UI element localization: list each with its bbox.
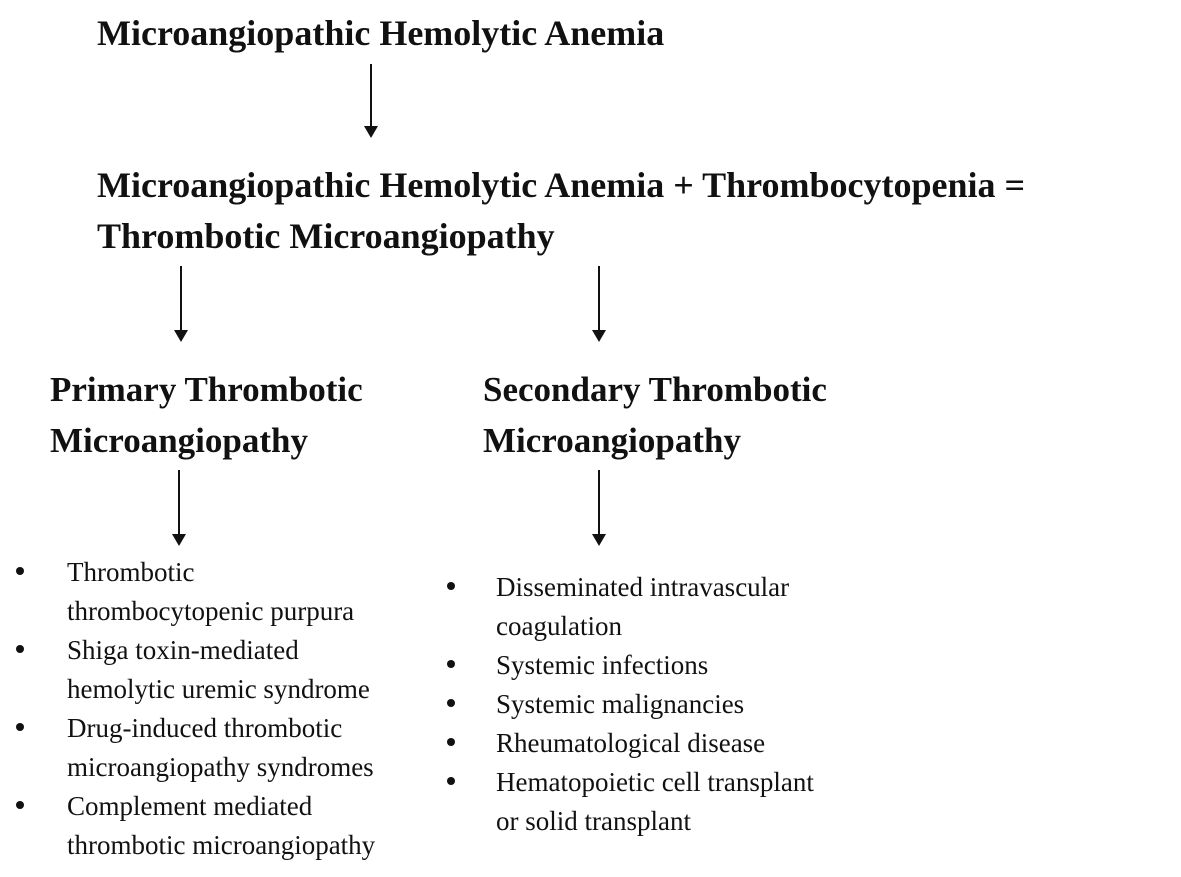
- secondary-cause-item: [496, 724, 814, 763]
- arrow-down-icon: [174, 266, 188, 342]
- secondary-cause-item-text: coagulation: [496, 611, 622, 641]
- bullet-icon: [447, 738, 455, 746]
- secondary-cause-item-text: Rheumatological disease: [496, 728, 766, 758]
- primary-cause-item-text: thrombocytopenic purpura: [67, 596, 355, 626]
- primary-tma-heading-line-1: Primary Thrombotic: [50, 370, 363, 409]
- primary-tma-heading-line-2: Microangiopathy: [50, 421, 308, 460]
- bullet-icon: [16, 723, 24, 731]
- secondary-cause-item: [496, 646, 814, 685]
- bullet-icon: [447, 582, 455, 590]
- diagram-title: Microangiopathic Hemolytic Anemia: [97, 13, 665, 53]
- tma-definition-line-1: Microangiopathic Hemolytic Anemia + Thrombocytopenia =: [97, 165, 1026, 205]
- primary-cause-item-text: thrombotic microangiopathy: [67, 830, 376, 860]
- primary-cause-item-text: hemolytic uremic syndrome: [67, 674, 370, 704]
- primary-cause-item-text: Thrombotic: [67, 557, 195, 587]
- secondary-cause-item-text: Disseminated intravascular: [496, 572, 790, 602]
- primary-tma-causes-list: [67, 553, 375, 865]
- primary-cause-item: [67, 553, 375, 631]
- primary-cause-item: [67, 631, 375, 709]
- primary-cause-item-text: microangiopathy syndromes: [67, 752, 374, 782]
- primary-cause-item: [67, 709, 375, 787]
- secondary-tma-heading-line-2: Microangiopathy: [483, 421, 741, 460]
- tma-definition-line-2: Thrombotic Microangiopathy: [97, 216, 555, 256]
- secondary-cause-item: [496, 763, 814, 841]
- bullet-icon: [16, 645, 24, 653]
- bullet-icon: [447, 777, 455, 785]
- arrow-down-icon: [364, 64, 378, 138]
- arrow-down-icon: [172, 470, 186, 546]
- primary-cause-item-text: Complement mediated: [67, 791, 313, 821]
- secondary-tma-heading-line-1: Secondary Thrombotic: [483, 370, 827, 409]
- primary-cause-item-text: Shiga toxin-mediated: [67, 635, 299, 665]
- bullet-icon: [447, 660, 455, 668]
- primary-cause-item-text: Drug-induced thrombotic: [67, 713, 343, 743]
- secondary-cause-item-text: Hematopoietic cell transplant: [496, 767, 814, 797]
- arrow-down-icon: [592, 266, 606, 342]
- secondary-cause-item-text: Systemic malignancies: [496, 689, 745, 719]
- secondary-cause-item: [496, 568, 814, 646]
- secondary-cause-item-text: or solid transplant: [496, 806, 691, 836]
- bullet-icon: [16, 801, 24, 809]
- secondary-cause-item: [496, 685, 814, 724]
- secondary-tma-causes-list: [496, 568, 814, 841]
- primary-cause-item: [67, 787, 375, 865]
- arrow-down-icon: [592, 470, 606, 546]
- bullet-icon: [16, 567, 24, 575]
- secondary-cause-item-text: Systemic infections: [496, 650, 709, 680]
- bullet-icon: [447, 699, 455, 707]
